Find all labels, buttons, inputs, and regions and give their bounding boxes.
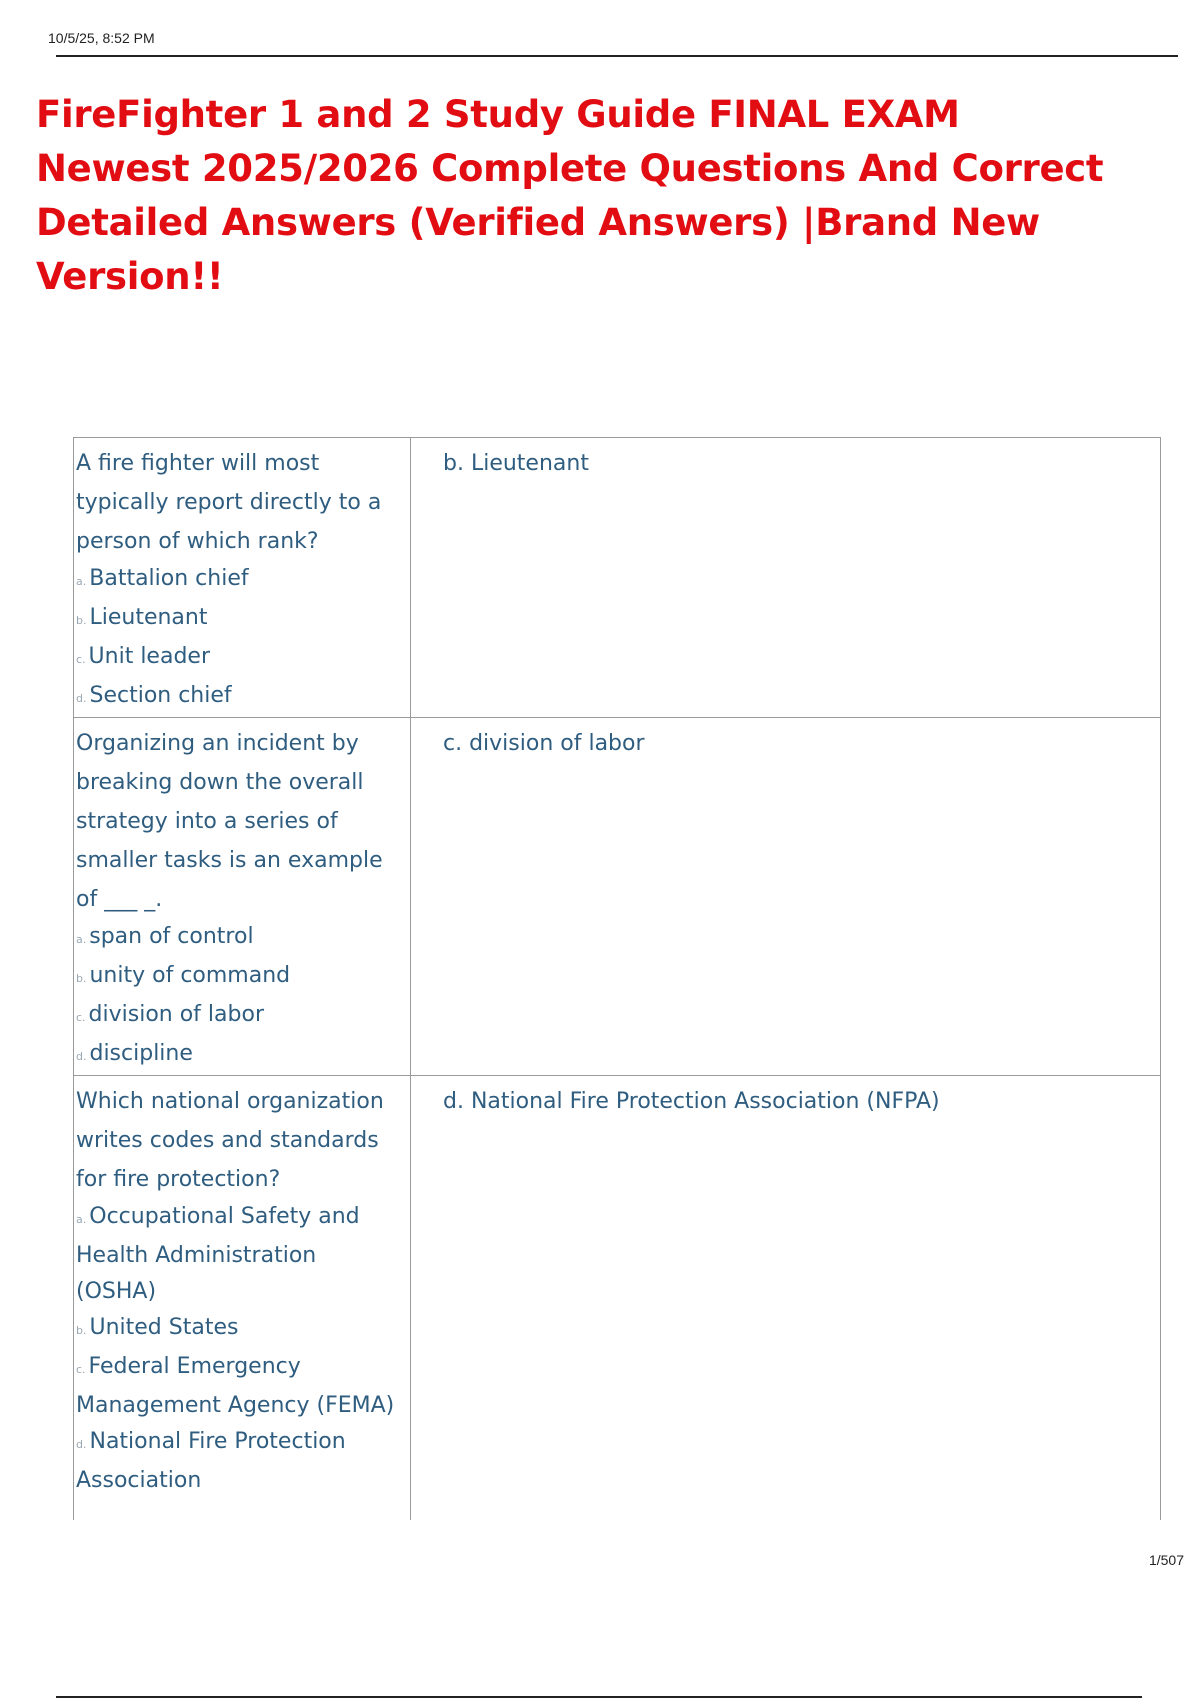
option-item — [76, 997, 402, 1036]
print-timestamp: 10/5/25, 8:52 PM — [48, 30, 155, 46]
option-item — [76, 1349, 402, 1424]
option-letter: a. — [76, 1213, 87, 1226]
option-letter: b. — [76, 1324, 87, 1337]
option-text: Federal Emergency Management Agency (FEMA) — [76, 1354, 395, 1418]
option-item — [76, 958, 402, 997]
option-item — [76, 639, 402, 678]
qa-table — [73, 437, 1161, 1520]
answer-text: c. division of labor — [443, 731, 645, 756]
option-text: discipline — [89, 1041, 193, 1066]
option-letter: c. — [76, 1363, 86, 1376]
option-letter: b. — [76, 972, 87, 985]
document-title: FireFighter 1 and 2 Study Guide FINAL EXAM Newest 2025/2026 Complete Questions And Correct Detailed Answers (Verified Answers) |Brand New Version!! — [36, 93, 1104, 298]
page-number: 1/507 — [1148, 1552, 1184, 1568]
question-text: Organizing an incident by breaking down the overall strategy into a series of smaller tasks is an example of ___ _. — [76, 731, 383, 912]
question-cell — [74, 1076, 411, 1521]
table-row — [74, 1076, 1161, 1521]
option-letter: c. — [76, 1011, 86, 1024]
option-letter: c. — [76, 653, 86, 666]
footer-divider — [56, 1696, 1142, 1698]
answer-text: d. National Fire Protection Association (NFPA) — [443, 1089, 940, 1114]
option-item — [76, 678, 402, 717]
option-text: Lieutenant — [89, 605, 208, 630]
option-letter: a. — [76, 575, 87, 588]
option-text: unity of command — [89, 963, 291, 988]
table-row — [74, 718, 1161, 1076]
table-row — [74, 438, 1161, 718]
question-cell — [74, 718, 411, 1076]
option-item — [76, 1199, 402, 1310]
option-text: Occupational Safety and Health Administration (OSHA) — [76, 1204, 360, 1304]
option-letter: d. — [76, 692, 87, 705]
answer-cell — [411, 438, 1161, 718]
answer-text: b. Lieutenant — [443, 451, 589, 476]
option-text: Battalion chief — [89, 566, 249, 591]
answer-cell — [411, 1076, 1161, 1521]
option-text: division of labor — [88, 1002, 264, 1027]
qa-table-container — [72, 436, 1164, 1520]
option-item — [76, 561, 402, 600]
option-text: span of control — [89, 924, 254, 949]
question-text: A fire fighter will most typically report directly to a person of which rank? — [76, 451, 382, 554]
option-item — [76, 919, 402, 958]
option-letter: d. — [76, 1438, 87, 1451]
option-item — [76, 1424, 402, 1499]
option-letter: a. — [76, 933, 87, 946]
option-text: National Fire Protection Association — [76, 1429, 346, 1493]
question-cell — [74, 438, 411, 718]
option-item — [76, 1310, 402, 1349]
option-letter: b. — [76, 614, 87, 627]
header-divider — [56, 55, 1178, 57]
option-text: Section chief — [89, 683, 232, 708]
option-letter: d. — [76, 1050, 87, 1063]
option-item — [76, 1036, 402, 1075]
option-text: United States — [89, 1315, 239, 1340]
option-text: Unit leader — [88, 644, 210, 669]
answer-cell — [411, 718, 1161, 1076]
option-item — [76, 600, 402, 639]
question-text: Which national organization writes codes and standards for fire protection? — [76, 1089, 384, 1192]
